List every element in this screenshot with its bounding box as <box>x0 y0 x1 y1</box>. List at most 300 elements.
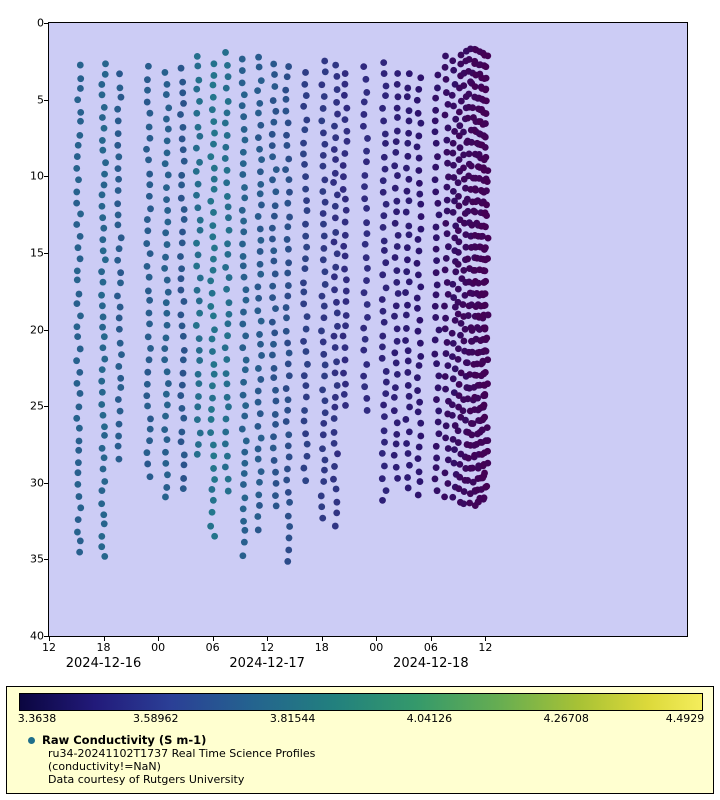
data-point <box>179 322 186 329</box>
y-tick-label: 40 <box>30 629 44 643</box>
data-point <box>318 493 325 500</box>
data-point <box>147 250 154 257</box>
data-point <box>164 137 171 144</box>
data-point <box>303 244 310 251</box>
data-point <box>392 220 399 227</box>
data-point <box>383 487 390 494</box>
data-point <box>285 156 292 163</box>
data-point <box>300 465 307 472</box>
data-point <box>465 91 472 98</box>
data-point <box>243 438 250 445</box>
data-point <box>417 284 424 291</box>
data-point <box>394 70 401 77</box>
data-point <box>75 244 82 251</box>
data-point <box>179 229 186 236</box>
data-point <box>436 327 443 334</box>
data-point <box>482 144 489 151</box>
data-point <box>322 68 329 75</box>
data-point <box>285 360 292 367</box>
data-point <box>394 371 401 378</box>
data-point <box>117 84 124 91</box>
data-point <box>254 87 261 94</box>
data-point <box>164 219 171 226</box>
data-point <box>393 302 400 309</box>
data-point <box>379 497 386 504</box>
data-point <box>197 430 204 437</box>
legend-title: Raw Conductivity (S m-1) <box>42 733 207 747</box>
data-point <box>98 533 105 540</box>
data-point <box>211 165 218 172</box>
y-axis-ticks <box>0 16 44 643</box>
data-point <box>300 338 307 345</box>
data-point <box>77 255 84 262</box>
data-point <box>417 340 424 347</box>
data-point <box>272 492 279 499</box>
data-point <box>333 358 340 365</box>
data-point <box>210 82 217 89</box>
data-point <box>457 332 464 339</box>
data-point <box>363 254 370 261</box>
data-point <box>98 500 105 507</box>
data-point <box>178 429 185 436</box>
data-point <box>340 370 347 377</box>
data-point <box>197 275 204 282</box>
data-point <box>303 117 310 124</box>
data-point <box>115 433 122 440</box>
colorbar-block[interactable] <box>19 693 703 711</box>
data-point <box>162 254 169 261</box>
data-point <box>284 270 291 277</box>
data-point <box>403 268 410 275</box>
data-point <box>74 380 81 387</box>
data-point <box>271 329 278 336</box>
data-point <box>416 399 423 406</box>
data-point <box>178 275 185 282</box>
data-point <box>444 339 451 346</box>
data-point <box>101 125 108 132</box>
data-point <box>332 229 339 236</box>
data-point <box>178 172 185 179</box>
data-point <box>116 326 123 333</box>
data-point <box>101 171 108 178</box>
data-point <box>162 413 169 420</box>
data-point <box>115 187 122 194</box>
data-point <box>382 390 389 397</box>
data-point <box>146 193 153 200</box>
data-point <box>195 124 202 131</box>
data-point <box>73 189 80 196</box>
data-point <box>194 204 201 211</box>
data-point <box>285 513 292 520</box>
data-point <box>164 402 171 409</box>
data-point <box>300 140 307 147</box>
data-point <box>73 357 80 364</box>
data-point <box>285 431 292 438</box>
data-point <box>146 437 153 444</box>
data-point <box>180 100 187 107</box>
data-point <box>147 135 154 142</box>
data-point <box>441 494 448 501</box>
data-point <box>225 203 232 210</box>
data-point <box>146 356 153 363</box>
data-point <box>116 70 123 77</box>
data-point <box>144 87 151 94</box>
data-point <box>445 362 452 369</box>
data-point <box>381 413 388 420</box>
data-point <box>196 98 203 105</box>
data-point <box>223 286 230 293</box>
data-point <box>75 447 82 454</box>
data-point <box>300 279 307 286</box>
data-point <box>269 294 276 301</box>
data-point <box>416 180 423 187</box>
data-point <box>194 403 201 410</box>
data-point <box>469 465 476 472</box>
data-point <box>77 346 84 353</box>
data-point <box>414 305 421 312</box>
legend-line-3: Data courtesy of Rutgers University <box>48 773 245 786</box>
data-point <box>286 535 293 542</box>
data-point <box>331 463 338 470</box>
data-point <box>163 299 170 306</box>
data-point <box>344 128 351 135</box>
data-point <box>472 83 479 90</box>
data-point <box>194 53 201 60</box>
data-point <box>286 176 293 183</box>
x-tick-label: 18 <box>314 641 329 654</box>
data-point <box>343 105 350 112</box>
data-point <box>98 543 105 550</box>
data-point <box>243 297 250 304</box>
data-point <box>114 106 121 113</box>
data-point <box>340 243 347 250</box>
data-point <box>74 268 81 275</box>
data-point <box>300 300 307 307</box>
data-point <box>99 91 106 98</box>
data-point <box>164 81 171 88</box>
data-point <box>456 381 463 388</box>
data-point <box>284 407 291 414</box>
data-point <box>450 375 457 382</box>
data-point <box>320 478 327 485</box>
data-point <box>342 357 349 364</box>
data-point <box>193 322 200 329</box>
data-point <box>99 344 106 351</box>
data-point <box>393 267 400 274</box>
data-point <box>302 186 309 193</box>
data-point <box>223 370 230 377</box>
data-point <box>432 128 439 135</box>
x-tick-mark <box>49 637 50 641</box>
data-point <box>145 156 152 163</box>
data-point <box>452 116 459 123</box>
data-point <box>144 449 151 456</box>
data-point <box>303 394 310 401</box>
data-point <box>163 310 170 317</box>
data-point <box>301 126 308 133</box>
data-point <box>144 369 151 376</box>
data-point <box>433 396 440 403</box>
data-point <box>211 72 218 79</box>
data-point <box>318 117 325 124</box>
data-point <box>322 397 329 404</box>
data-point <box>180 124 187 131</box>
plot-area[interactable] <box>48 22 688 637</box>
data-point <box>77 504 84 511</box>
data-point <box>211 533 218 540</box>
data-point <box>240 228 247 235</box>
data-point <box>361 195 368 202</box>
data-point <box>300 103 307 110</box>
data-point <box>284 558 291 565</box>
data-point <box>272 387 279 394</box>
x-tick-label: 12 <box>260 641 275 654</box>
data-point <box>460 267 467 274</box>
data-point <box>180 485 187 492</box>
data-point <box>433 234 440 241</box>
data-point <box>270 445 277 452</box>
data-point <box>99 389 106 396</box>
y-tick-label: 10 <box>30 169 44 183</box>
data-point <box>302 69 309 76</box>
data-point <box>177 392 184 399</box>
data-point <box>405 223 412 230</box>
data-point <box>322 199 329 206</box>
data-point <box>465 208 472 215</box>
data-point <box>162 460 169 467</box>
data-point <box>445 125 452 132</box>
data-point <box>460 164 467 171</box>
data-point <box>285 547 292 554</box>
data-point <box>432 176 439 183</box>
data-point <box>330 476 337 483</box>
data-point <box>380 118 387 125</box>
data-point <box>449 281 456 288</box>
x-tick-mark <box>376 637 377 641</box>
data-point <box>393 138 400 145</box>
data-point <box>196 298 203 305</box>
data-point <box>418 213 425 220</box>
data-point <box>341 92 348 99</box>
data-point <box>464 256 471 263</box>
data-point <box>181 158 188 165</box>
x-tick-label: 06 <box>423 641 438 654</box>
data-point <box>73 415 80 422</box>
data-point <box>269 131 276 138</box>
data-point <box>257 341 264 348</box>
data-point <box>209 382 216 389</box>
data-point <box>460 407 467 414</box>
data-point <box>302 430 309 437</box>
data-point <box>432 188 439 195</box>
data-point <box>342 81 349 88</box>
data-point <box>394 419 401 426</box>
x-tick-mark <box>213 637 214 641</box>
data-point <box>393 441 400 448</box>
data-point <box>361 99 368 106</box>
data-point <box>270 119 277 126</box>
data-point <box>361 111 368 118</box>
data-point <box>195 77 202 84</box>
data-point <box>101 423 108 430</box>
data-point <box>414 97 421 104</box>
data-point <box>450 188 457 195</box>
data-point <box>416 469 423 476</box>
data-point <box>224 394 231 401</box>
data-point <box>403 165 410 172</box>
data-point <box>432 303 439 310</box>
data-point <box>99 191 106 198</box>
data-point <box>394 338 401 345</box>
data-point <box>193 240 200 247</box>
data-point <box>273 398 280 405</box>
data-point <box>332 523 339 530</box>
data-point <box>269 153 276 160</box>
data-point <box>456 203 463 210</box>
data-point <box>391 313 398 320</box>
data-point <box>210 256 217 263</box>
data-point <box>433 443 440 450</box>
data-point <box>115 165 122 172</box>
data-point <box>442 386 449 393</box>
data-point <box>255 492 262 499</box>
data-point <box>271 457 278 464</box>
data-point <box>334 111 341 118</box>
data-point <box>432 117 439 124</box>
data-point <box>455 261 462 268</box>
data-point <box>143 392 150 399</box>
data-point <box>222 120 229 127</box>
x-tick-mark <box>485 637 486 641</box>
data-point <box>332 214 339 221</box>
data-point <box>162 69 169 76</box>
data-point <box>240 149 247 156</box>
data-point <box>402 289 409 296</box>
data-point <box>144 381 151 388</box>
data-point <box>193 168 200 175</box>
data-point <box>209 486 216 493</box>
data-point <box>334 191 341 198</box>
y-tick-label: 25 <box>30 399 44 413</box>
data-point <box>414 260 421 267</box>
data-point <box>381 319 388 326</box>
data-point <box>211 245 218 252</box>
data-point <box>405 176 412 183</box>
data-point <box>179 239 186 246</box>
data-point <box>226 274 233 281</box>
x-axis-ticks <box>42 637 689 681</box>
data-point <box>178 195 185 202</box>
data-point <box>180 333 187 340</box>
data-point <box>258 352 265 359</box>
data-point <box>432 164 439 171</box>
data-point <box>115 153 122 160</box>
data-point <box>283 418 290 425</box>
data-point <box>270 247 277 254</box>
data-point <box>239 171 246 178</box>
data-point <box>460 301 467 308</box>
data-point <box>239 241 246 248</box>
data-point <box>210 267 217 274</box>
data-point <box>482 290 489 297</box>
data-point <box>180 357 187 364</box>
data-point <box>224 167 231 174</box>
data-point <box>115 212 122 219</box>
data-point <box>442 220 449 227</box>
data-point <box>256 100 263 107</box>
data-point <box>76 403 83 410</box>
colorbar-tick-label: 3.58962 <box>133 712 179 725</box>
data-point <box>332 369 339 376</box>
data-point <box>321 141 328 148</box>
data-point <box>99 366 106 373</box>
data-point <box>241 126 248 133</box>
data-point <box>269 319 276 326</box>
data-point <box>381 154 388 161</box>
data-point <box>209 395 216 402</box>
data-point <box>445 457 452 464</box>
data-point <box>101 356 108 363</box>
data-point <box>76 132 83 139</box>
data-point <box>101 454 108 461</box>
data-point <box>321 58 328 65</box>
data-point <box>461 488 468 495</box>
data-point <box>207 198 214 205</box>
data-point <box>482 347 489 354</box>
data-point <box>301 407 308 414</box>
data-point <box>333 499 340 506</box>
data-point <box>392 254 399 261</box>
data-point <box>482 223 489 230</box>
data-point <box>99 214 106 221</box>
data-point <box>258 468 265 475</box>
data-point <box>74 96 81 103</box>
colorbar[interactable] <box>19 693 703 711</box>
data-point <box>273 480 280 487</box>
data-point <box>180 370 187 377</box>
data-point <box>484 356 491 363</box>
data-point <box>284 466 291 473</box>
data-point <box>406 118 413 125</box>
data-point <box>340 173 347 180</box>
data-point <box>258 202 265 209</box>
data-point <box>404 302 411 309</box>
data-point <box>360 325 367 332</box>
data-point <box>286 372 293 379</box>
data-point <box>144 76 151 83</box>
data-point <box>391 407 398 414</box>
data-point <box>255 446 262 453</box>
data-point <box>474 395 481 402</box>
data-point <box>444 197 451 204</box>
data-point <box>394 105 401 112</box>
data-point <box>224 132 231 139</box>
data-point <box>360 347 367 354</box>
data-point <box>404 244 411 251</box>
data-point <box>100 466 107 473</box>
colorbar-tick-label: 4.4929 <box>665 712 705 725</box>
data-point <box>442 112 449 119</box>
data-point <box>342 381 349 388</box>
data-point <box>405 347 412 354</box>
data-point <box>223 179 230 186</box>
x-tick-mark <box>104 637 105 641</box>
data-point <box>465 312 472 319</box>
x-tick-label: 06 <box>205 641 220 654</box>
data-point <box>209 348 216 355</box>
data-point <box>284 223 291 230</box>
data-point <box>444 184 451 191</box>
